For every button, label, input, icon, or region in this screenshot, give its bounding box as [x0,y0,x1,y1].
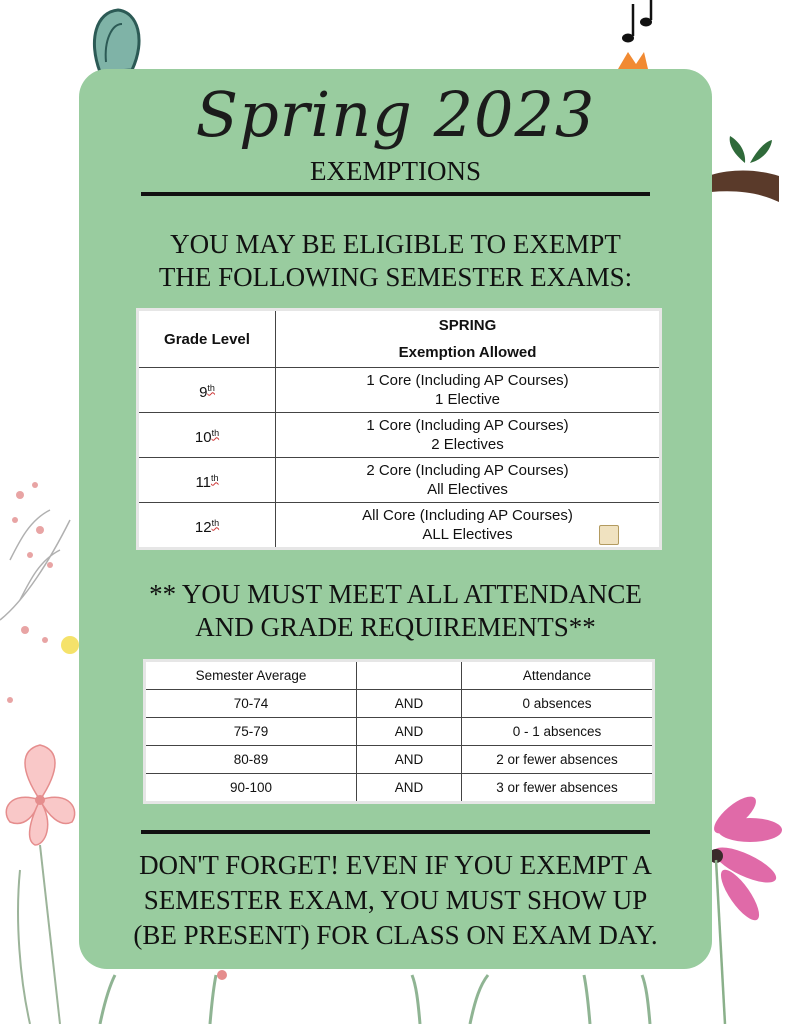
page-subtitle: EXEMPTIONS [309,156,481,186]
table-row [138,413,661,458]
requirements-line: AND GRADE REQUIREMENTS** [195,612,596,642]
flower-sprig-icon [0,510,70,620]
exemption-cell: All Core (Including AP Courses) ALL Electives [276,503,661,549]
table-row [138,368,661,413]
grade-cell: 12th [138,503,276,549]
butterfly-icon [94,10,139,72]
reminder-text [100,848,691,953]
exemption-cell: 2 Core (Including AP Courses) All Electives [276,458,661,503]
divider [141,830,650,834]
music-note-icon [622,0,652,43]
grass-icon [100,975,650,1024]
reminder-line: SEMESTER EXAM, YOU MUST SHOW UP [143,885,648,915]
divider [141,192,650,196]
intro-line: YOU MAY BE ELIGIBLE TO EXEMPT [170,229,621,259]
reminder-line: DON'T FORGET! EVEN IF YOU EXEMPT A [139,850,652,880]
reminder-line: (BE PRESENT) FOR CLASS ON EXAM DAY. [133,920,658,950]
exemption-cell: 1 Core (Including AP Courses) 2 Electives [276,413,661,458]
exemption-cell: 1 Core (Including AP Courses) 1 Elective [276,368,661,413]
grade-level-header: Grade Level [138,310,276,368]
grade-cell: 11th [138,458,276,503]
semester-average-header: Semester Average [145,661,357,690]
grade-cell: 9th [138,368,276,413]
grade-cell: 10th [138,413,276,458]
table-row: 70-74 AND 0 absences [145,690,654,718]
paste-options-icon[interactable] [599,525,619,545]
exemption-table [136,308,662,550]
table-row [138,503,661,549]
requirements-line: ** YOU MUST MEET ALL ATTENDANCE [149,579,642,609]
requirements-heading [100,578,691,644]
table-row [138,458,661,503]
blank-header [357,661,462,690]
spring-header: SPRING Exemption Allowed [276,310,661,368]
fox-ear-icon [618,52,648,69]
yellow-flower-icon [61,636,79,654]
attendance-header: Attendance [462,661,654,690]
pink-flower-icon [6,745,74,845]
attendance-table [143,659,655,804]
page-title: Spring 2023 [195,78,596,151]
table-row: 80-89 AND 2 or fewer absences [145,746,654,774]
table-header-row [145,661,654,690]
table-row: 90-100 AND 3 or fewer absences [145,774,654,803]
intro-line: THE FOLLOWING SEMESTER EXAMS: [158,262,633,292]
table-row: 75-79 AND 0 - 1 absences [145,718,654,746]
intro-heading [100,228,691,294]
